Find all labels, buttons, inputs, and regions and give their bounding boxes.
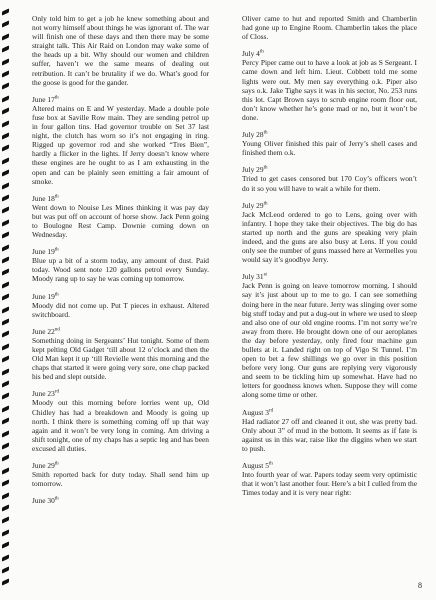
binding-coil [2, 70, 9, 77]
binding-coil [2, 566, 9, 573]
binding-coil [2, 306, 9, 313]
entry-date: June 19th [32, 247, 59, 257]
date-suffix: th [263, 165, 268, 171]
entry-text: Moody out this morning before lorries went up, Old Chidley has had a breakdown and Moody is going up north. I think there is something coming off up that way again and it won’t be very long in coming. Am driving a shift tonight, one of my chaps has a septic leg and has been excused all duties. [32, 398, 209, 453]
binding-coil [2, 219, 9, 226]
spiral-binding [0, 0, 14, 600]
entry-date: June 19th [32, 291, 59, 301]
binding-coil [2, 554, 9, 561]
binding-coil [2, 430, 9, 437]
diary-entry [242, 14, 417, 41]
date-suffix: th [54, 496, 59, 502]
page-number: 8 [418, 581, 422, 590]
entry-date: July 29th [242, 200, 268, 210]
diary-entry [242, 461, 417, 497]
binding-coil [2, 46, 9, 53]
entry-text: Oliver came to hut and reported Smith and Chamberlin had gone up to Engine Room. Chamberlin takes the place of Closs. [242, 14, 417, 42]
binding-coil [2, 8, 9, 15]
diary-entry [32, 247, 209, 283]
diary-entry [32, 461, 209, 488]
date-suffix: nd [54, 327, 60, 333]
entry-text: Blue up a bit of a storm today, any amount of dust. Paid today. Wood sent note 120 gallons petrol every Sunday. Moody rang up to say he was coming up tomorrow. [32, 256, 209, 284]
entry-date: July 28th [242, 130, 268, 140]
diary-entry [242, 201, 417, 265]
binding-coil [2, 529, 9, 536]
diary-entry [242, 130, 417, 157]
binding-coil [2, 318, 9, 325]
date-suffix: th [54, 247, 59, 253]
entry-date: August 5th [242, 461, 273, 471]
binding-coil [2, 244, 9, 251]
binding-coil [2, 405, 9, 412]
binding-coil [2, 455, 9, 462]
binding-coil [2, 418, 9, 425]
entry-date: August 3rd [242, 407, 274, 417]
right-column [242, 14, 417, 505]
date-suffix: th [54, 194, 59, 200]
binding-coil [2, 480, 9, 487]
binding-coil [2, 120, 9, 127]
binding-coil [2, 157, 9, 164]
binding-coil [2, 58, 9, 65]
entry-text: Had radiator 27 off and cleaned it out, she was pretty bad. Only about 3” of mud in the bottom. It seems as if fate is against us in this war, raise like the diggins when we start to push. [242, 416, 417, 453]
binding-coil [2, 194, 9, 201]
binding-coil [2, 542, 9, 549]
binding-coil [2, 331, 9, 338]
diary-entry [32, 292, 209, 319]
binding-coil [2, 368, 9, 375]
binding-coil [2, 33, 9, 40]
binding-coil [2, 182, 9, 189]
entry-date: July 31st [242, 272, 267, 282]
entry-text: Jack McLeod ordered to go to Lens, going over with infantry. I hope they take their objectives. The big do has started up north and the guns are speaking very plain indeed, and the guns are also busy at Lens. If you could only see the number of guns massed here at Vermelles you would say it’s goodbye Jerry. [242, 209, 417, 265]
date-suffix: th [54, 461, 59, 467]
binding-coil [2, 132, 9, 139]
binding-coil [2, 492, 9, 499]
binding-coil [2, 294, 9, 301]
entry-date: June 29th [32, 461, 59, 471]
date-suffix: rd [268, 408, 274, 414]
diary-entry [242, 272, 417, 399]
binding-coil [2, 145, 9, 152]
left-column [32, 14, 209, 513]
date-suffix: th [259, 49, 264, 55]
binding-coil [2, 269, 9, 276]
entry-date: June 18th [32, 193, 59, 203]
entry-date: July 4th [242, 49, 264, 59]
binding-coil [2, 517, 9, 524]
entry-text: Percy Piper came out to have a look at job as S Sergeant. I came down and left him. Lieut. Cobbett told me some lights were out. My men say everything o.k. Piper also says o.k. Jake Tighe says it was in his sector, No. 253 runs this lot. Capt Brown says to scrub engine room floor out, don’t know whether he’s gone mad or no, but it won’t be done. [242, 58, 417, 122]
binding-coil [2, 256, 9, 263]
binding-coil [2, 232, 9, 239]
diary-entry [242, 165, 417, 192]
entry-date: June 30th [32, 496, 59, 506]
binding-coil [2, 83, 9, 90]
date-suffix: th [54, 292, 59, 298]
entry-date: July 29th [242, 165, 268, 175]
binding-coil [2, 281, 9, 288]
diary-entry [32, 95, 209, 186]
diary-entry [242, 408, 417, 453]
binding-coil [2, 207, 9, 214]
entry-date: June 22nd [32, 326, 60, 336]
entry-text: Something doing in Sergeants’ Hut tonight. Some of them kept pelting Old Gadget ‘till about 12 o’clock and then the Old Man kept it up ‘till Revielle went this morning and the chaps that started it were going very sore, one chap packed his bed and slept outside. [32, 335, 209, 382]
binding-coil [2, 393, 9, 400]
binding-coil [2, 504, 9, 511]
date-suffix: st [263, 272, 267, 278]
entry-text: Young Oliver finished this pair of Jerry’s shell cases and finished them o.k. [242, 139, 417, 158]
entry-text: Jack Penn is going on leave tomorrow morning. I should say it’s just about up to me to go. I can see something doing here in the near future. Jerry was slinging over some big stuff today and put a dug-out in where we used to sleep and also one of our old engine rooms. I’m not sorry we’re away from there. He brought down one of our aeroplanes the day before yesterday, only fired four machine gun bullets at it. Landed right on top of Vigo St Tunnel. I’m open to bet a few shillings we go over in this position before very long. Our guns are replying very vigorously and seem to be tickling him up somewhat. Have had no letters for goodness knows when. Suppose they will come along some time or other. [242, 281, 417, 400]
diary-entry [32, 194, 209, 239]
date-suffix: th [263, 130, 268, 136]
binding-coil [2, 21, 9, 28]
binding-coil [2, 467, 9, 474]
binding-coil [2, 579, 9, 586]
date-suffix: th [263, 201, 268, 207]
binding-coil [2, 343, 9, 350]
entry-text: Moody did not come up. Put T pieces in exhaust. Altered switchboard. [32, 300, 209, 319]
date-suffix: rd [54, 389, 59, 395]
entry-text: Altered mains on E and W yesterday. Made a double pole fuse box at Saville Row main. They are sending petrol up in four gallon tins. Had governor trouble on Set 37 last night, the clutch has worn so it’s not engaging in ring. Rigged up governor rod and she worked “Tres Bien”, hardly a flicker in the lights. If Jerry doesn’t know where these engines are he ought to as I am exhausting in the open and can be plainly seen emitting a fair amount of smoke. [32, 103, 209, 186]
date-suffix: th [54, 95, 59, 101]
entry-text: Tried to get cases censored but 170 Coy’s officers won’t do it so you will have to wait a while for them. [242, 174, 417, 193]
diary-entry [32, 14, 209, 87]
entry-text: Into fourth year of war. Papers today seem very optimistic that it won’t last another four. Here’s a bit I culled from the Times today and it is very near right: [242, 470, 417, 498]
diary-entry [32, 389, 209, 453]
binding-coil [2, 170, 9, 177]
entry-text: Smith reported back for duty today. Shall send him up tomorrow. [32, 470, 209, 489]
diary-entry [32, 496, 209, 505]
entry-text: Went down to Nouise Les Mines thinking it was pay day but was put off on account of horse show. Jack Penn going to Boulogne Rest Camp. Downie coming down on Wednesday. [32, 202, 209, 240]
binding-coil [2, 108, 9, 115]
entry-date: June 23rd [32, 389, 59, 399]
binding-coil [2, 95, 9, 102]
entry-text: Only told him to get a job he knew something about and not worry himself about things he was ignorant of. The war will finish one of these days and then there may be some straight talk. This Air Raid on London may wake some of the heads up a bit. Why should our women and children suffer, haven’t we the same means of dealing out retribution. It can’t be brutality if we do. What’s good for the goose is good for the gander. [32, 14, 209, 87]
binding-coil [2, 356, 9, 363]
diary-entry [242, 49, 417, 122]
binding-coil [2, 442, 9, 449]
binding-coil [2, 380, 9, 387]
diary-entry [32, 327, 209, 382]
entry-date: June 17th [32, 94, 59, 104]
date-suffix: th [268, 461, 273, 467]
